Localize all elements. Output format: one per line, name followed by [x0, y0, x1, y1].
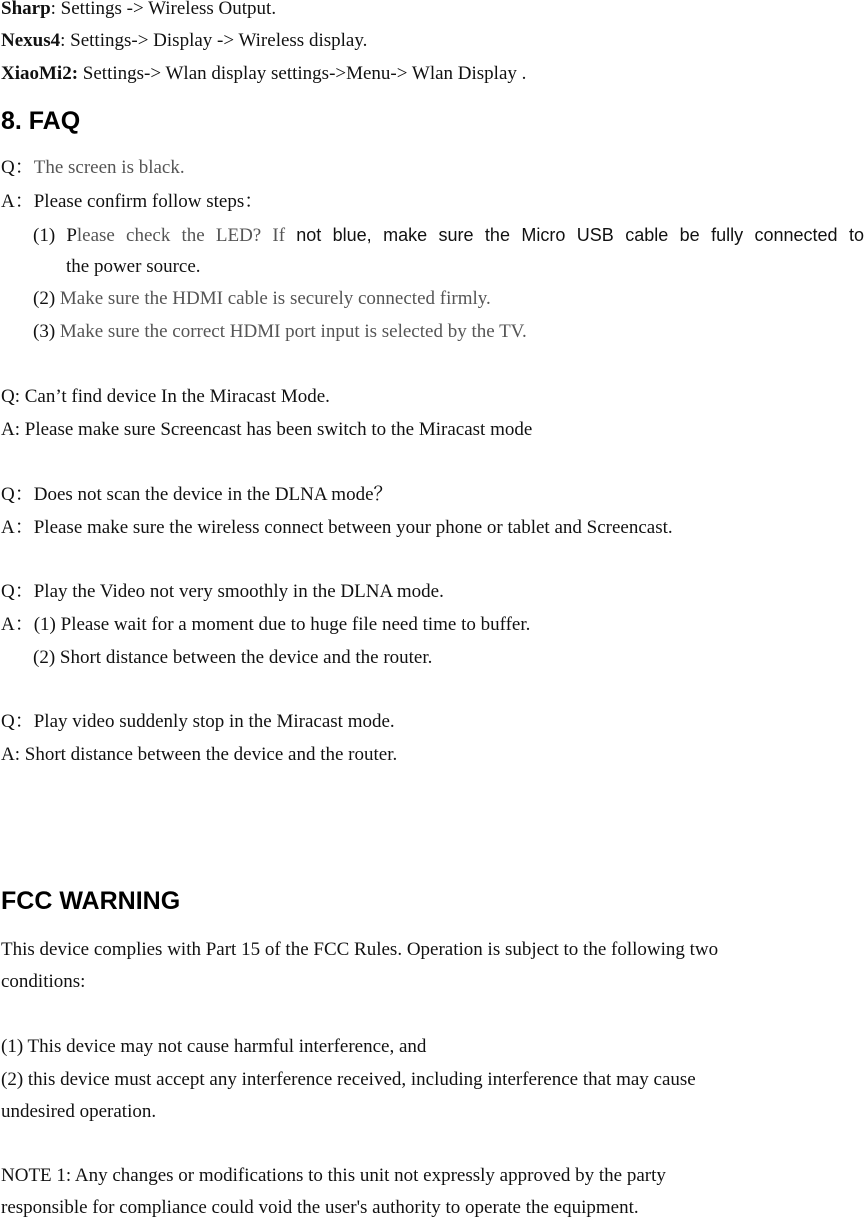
faq-q5-question: Q：Play video suddenly stop in the Miracast mode. — [1, 711, 395, 732]
faq-q3-question: Q：Does not scan the device in the DLNA mode？ — [1, 484, 393, 505]
faq-q1-step1 — [33, 223, 864, 248]
xiaomi2-setting-line — [1, 62, 526, 86]
faq-q1-question — [1, 156, 185, 180]
fcc-paragraph-line: conditions: — [1, 971, 86, 992]
faq-q2-question: Q: Can’t find device In the Miracast Mode. — [1, 386, 330, 407]
step-text: Make sure the HDMI cable is securely connected firmly. — [59, 288, 491, 309]
fcc-heading: FCC WARNING — [1, 887, 181, 915]
device-name: Sharp — [1, 0, 51, 19]
fcc-paragraph-line: This device complies with Part 15 of the FCC Rules. Operation is subject to the following two — [1, 939, 719, 960]
settings-path: Settings-> Wlan display settings->Menu-> Wlan Display . — [78, 63, 527, 84]
faq-q1-step3 — [33, 320, 527, 344]
settings-path: : Settings-> Display -> Wireless display. — [60, 30, 368, 51]
step-text: Make sure the correct HDMI port input is selected by the TV. — [59, 321, 527, 342]
fcc-condition-2: (2) this device must accept any interference received, including interference that may cause — [1, 1069, 696, 1090]
faq-q1-step1-continued: the power source. — [66, 256, 201, 277]
faq-q4-answer-1: A：(1) Please wait for a moment due to huge file need time to buffer. — [1, 614, 531, 635]
step-number: (2) — [33, 288, 60, 309]
fcc-condition-2-continued: undesired operation. — [1, 1101, 157, 1122]
faq-q2-answer: A: Please make sure Screencast has been switch to the Miracast mode — [1, 419, 533, 440]
fcc-condition-1: (1) This device may not cause harmful interference, and — [1, 1036, 427, 1057]
faq-q4-question: Q：Play the Video not very smoothly in the DLNA mode. — [1, 581, 444, 602]
faq-q4-answer-2: (2) Short distance between the device and the router. — [33, 647, 433, 668]
step-number: (1) P — [33, 225, 77, 246]
q-prefix: Q： — [1, 157, 34, 178]
fcc-note-line: responsible for compliance could void the user's authority to operate the equipment. — [1, 1197, 639, 1218]
faq-q1-answer: A：Please confirm follow steps： — [1, 191, 264, 212]
device-name: Nexus4 — [1, 30, 61, 51]
faq-heading: 8. FAQ — [1, 107, 81, 135]
q-text: The screen is black. — [33, 157, 185, 178]
sharp-setting-line — [1, 0, 276, 21]
faq-q5-answer: A: Short distance between the device and the router. — [1, 744, 398, 765]
nexus4-setting-line — [1, 29, 367, 53]
step-number: (3) — [33, 321, 60, 342]
step-text-grey: lease check the LED? If — [76, 225, 297, 246]
faq-q3-answer: A：Please make sure the wireless connect between your phone or tablet and Screencast. — [1, 517, 673, 538]
step-text: not blue, make sure the Micro USB cable be fully connected to — [296, 225, 864, 245]
settings-path: : Settings -> Wireless Output. — [50, 0, 277, 19]
device-name: XiaoMi2: — [1, 63, 79, 84]
fcc-note-line: NOTE 1: Any changes or modifications to this unit not expressly approved by the party — [1, 1165, 666, 1186]
faq-q1-step2 — [33, 287, 491, 311]
